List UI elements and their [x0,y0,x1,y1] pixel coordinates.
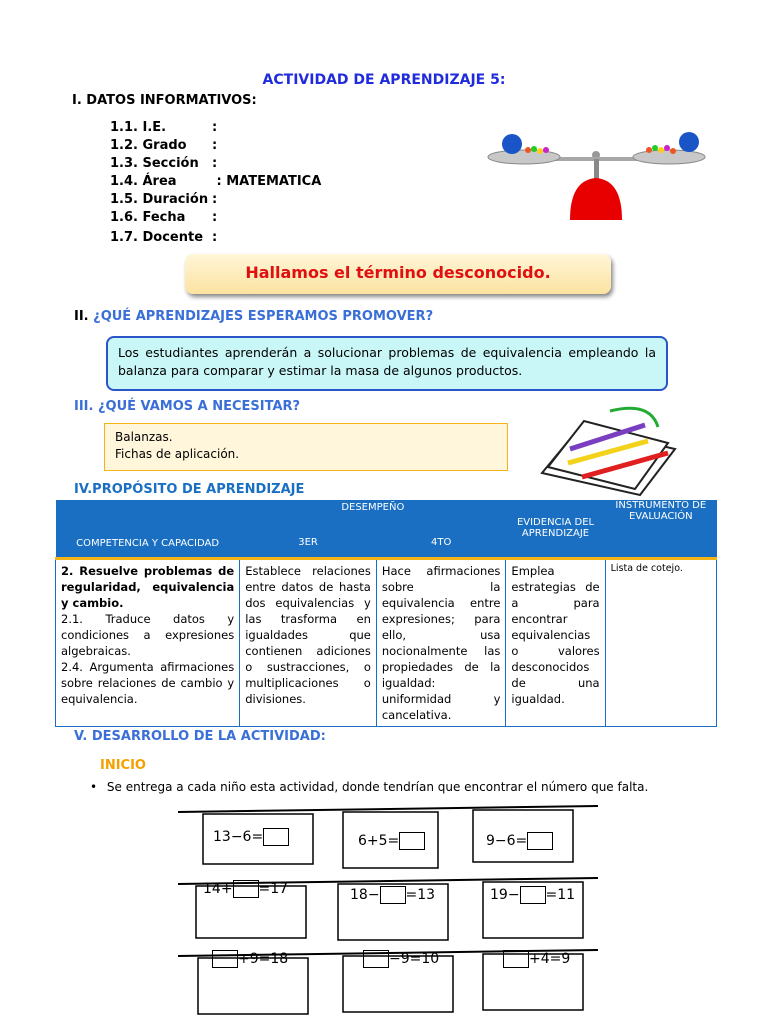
answer-box[interactable] [233,880,259,898]
capacidad-item: 2.1. Traduce datos y condiciones a expresiones algebraicas. [61,611,235,658]
equation-text: =13 [405,887,436,903]
info-label: 1.1. I.E. [110,120,167,135]
info-label: 1.7. Docente [110,230,204,245]
info-row-fecha [110,210,217,225]
equation-8 [363,950,439,968]
info-value: : [212,230,218,245]
answer-box[interactable] [527,832,553,850]
section-desarrollo: V. DESARROLLO DE LA ACTIVIDAD: [74,729,326,744]
info-row-grado [110,138,217,153]
info-row-area [110,174,321,189]
material-item: Balanzas. [115,430,173,444]
info-row-duracion [110,192,217,207]
section-label: ¿QUÉ APRENDIZAJES ESPERAMOS PROMOVER? [93,309,434,324]
section-proposito: IV.PROPÓSITO DE APRENDIZAJE [74,482,305,497]
competencia-title: 2. Resuelve problemas de regularidad, equivalencia y cambio. [61,563,235,610]
equation-text: +4=9 [529,951,571,967]
header-3er: 3ER [240,528,377,558]
clothesline-worksheet [178,800,598,1024]
equation-text: =17 [258,881,289,897]
answer-box[interactable] [363,950,389,968]
section-necesitar: III. ¿QUÉ VAMOS A NECESITAR? [74,399,301,414]
equation-text: 6+5= [358,833,400,849]
section-number: II. [74,309,89,324]
equation-text: =11 [545,887,576,903]
equation-text: 19− [490,887,520,903]
activity-title-banner: Hallamos el término desconocido. [185,254,611,294]
bullet-text: Se entrega a cada niño esta actividad, donde tendrían que encontrar el número que falta. [106,780,649,794]
header-evidencia: EVIDENCIA DEL APRENDIZAJE [506,500,605,558]
equation-4 [203,880,288,898]
equation-text: 9−6= [486,833,528,849]
header-4to: 4TO [376,528,506,558]
answer-box[interactable] [380,886,406,904]
info-value: : [212,156,218,171]
paper-pencils-illustration [540,405,680,497]
info-value: : MATEMATICA [212,174,322,189]
equation-1 [213,828,289,846]
equation-text: 14+ [203,881,233,897]
answer-box[interactable] [263,828,289,846]
section-datos-informativos: I. DATOS INFORMATIVOS: [72,93,257,108]
info-row-ie [110,120,217,135]
equation-5 [350,886,435,904]
info-label: 1.3. Sección [110,156,199,171]
equation-text: +9=18 [238,951,289,967]
answer-box[interactable] [212,950,238,968]
header-desempeno: DESEMPEÑO [240,500,506,528]
material-item: Fichas de aplicación. [115,447,240,461]
equation-text: −9=10 [389,951,440,967]
equation-7 [212,950,288,968]
info-label: 1.5. Duración [110,192,209,207]
instruction-bullet [90,780,648,794]
info-value: : [212,192,218,207]
info-row-docente [110,230,217,245]
balance-scale-illustration [484,120,714,222]
materials-box [104,423,508,471]
header-competencia: COMPETENCIA Y CAPACIDAD [56,500,240,558]
info-value: : [212,138,218,153]
inicio-heading: INICIO [100,758,146,773]
equation-6 [490,886,575,904]
info-label: 1.2. Grado [110,138,187,153]
competencies-table [55,500,717,727]
cell-desempeno-3er: Establece relaciones entre datos de hasta dos equivalencias y las trasforma en igualdades que contienen adiciones o sustracciones, o multiplicaciones o divisiones. [240,558,377,726]
cell-instrumento: Lista de cotejo. [605,558,716,726]
header-instrumento: INSTRUMENTO DE EVALUACIÓN [605,500,716,558]
info-row-seccion [110,156,217,171]
answer-box[interactable] [520,886,546,904]
cell-desempeno-4to: Hace afirmaciones sobre la equivalencia entre expresiones; para ello, usa nocionalmente las propiedades de la igualdad: uniformidad y cancelativa. [376,558,506,726]
learning-outcome-box: Los estudiantes aprenderán a solucionar problemas de equivalencia empleando la balanza para comparar y estimar la masa de algunos productos. [106,336,668,391]
info-value: : [212,120,218,135]
info-value: : [212,210,218,225]
info-label: 1.6. Fecha [110,210,186,225]
equation-9 [503,950,570,968]
equation-2 [358,832,425,850]
bullet-dot: • [90,780,98,794]
equation-text: 18− [350,887,380,903]
section-aprendizajes [74,309,433,324]
equation-3 [486,832,553,850]
info-label: 1.4. Área [110,174,177,189]
capacidad-item: 2.4. Argumenta afirmaciones sobre relaciones de cambio y equivalencia. [61,659,235,706]
cell-competencia [56,558,240,726]
cell-evidencia: Emplea estrategias de a para encontrar equivalencias o valores desconocidos de una igualdad. [506,558,605,726]
answer-box[interactable] [399,832,425,850]
answer-box[interactable] [503,950,529,968]
equation-text: 13−6= [213,829,264,845]
page-title: ACTIVIDAD DE APRENDIZAJE 5: [262,72,506,88]
